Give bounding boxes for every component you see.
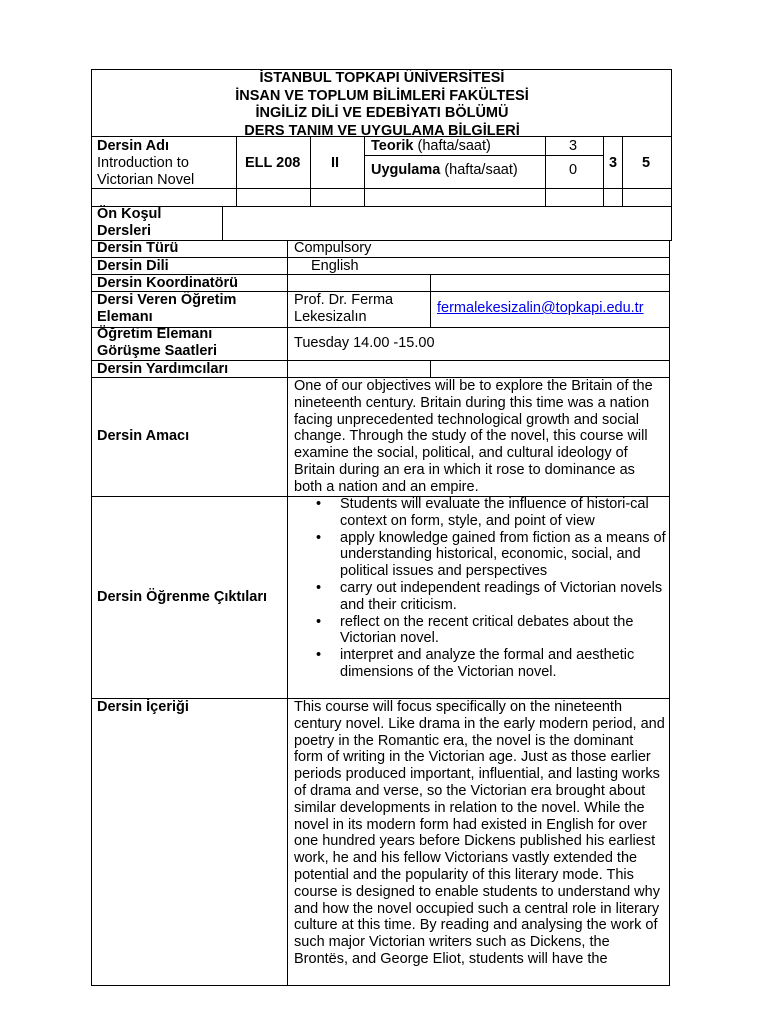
office-hours-label-line2: Görüşme Saatleri (97, 343, 218, 359)
content-label: Dersin İçeriği (97, 699, 189, 715)
outcome-item: • Students will evaluate the influence of histori-cal context on form, style, and point of view (316, 496, 649, 529)
instructor-email-link[interactable]: fermalekesizalin@topkapi.edu.tr (437, 300, 644, 316)
course-language-label: Dersin Dili (97, 258, 169, 274)
bullet-icon: • (316, 613, 322, 630)
ects-credit: 5 (642, 155, 651, 171)
practice-value: 0 (569, 162, 578, 178)
outcome-item: • carry out independent readings of Victorian novels and their criticism. (316, 579, 663, 613)
assistants-label: Dersin Yardımcıları (97, 361, 229, 377)
document-title: DERS TANIM VE UYGULAMA BİLGİLERİ (244, 122, 520, 139)
instructor-label-line1: Dersi Veren Öğretim (97, 292, 237, 308)
faculty-name: İNSAN VE TOPLUM BİLİMLERİ FAKÜLTESİ (235, 87, 529, 104)
outcomes-label: Dersin Öğrenme Çıktıları (97, 589, 268, 605)
outcome-item: • apply knowledge gained from fiction as a means of understanding historical, economic, social, and political issues and perspectives (316, 529, 666, 580)
course-type-value: Compulsory (294, 240, 372, 256)
bullet-icon: • (316, 529, 322, 546)
department-name: İNGİLİZ DİLİ VE EDEBİYATI BÖLÜMÜ (255, 105, 509, 121)
course-language-value: English (311, 258, 359, 274)
course-name-line1: Introduction to (97, 155, 189, 171)
university-name: İSTANBUL TOPKAPI ÜNİVERSİTESİ (259, 70, 505, 86)
outcomes-list (296, 496, 668, 681)
course-semester: II (331, 155, 340, 171)
practice-hours: Uygulama (hafta/saat) (371, 162, 518, 178)
theory-value: 3 (569, 138, 578, 154)
prereq-label-line2: Dersleri (97, 223, 152, 239)
outcome-item: • interpret and analyze the formal and aesthetic dimensions of the Victorian novel. (316, 647, 635, 680)
instructor-name-line2: Lekesizalın (294, 309, 367, 325)
instructor-name-line1: Prof. Dr. Ferma (294, 292, 394, 308)
instructor-label-line2: Elemanı (97, 309, 153, 325)
office-hours-value: Tuesday 14.00 -15.00 (294, 335, 435, 351)
bullet-icon: • (316, 579, 322, 596)
prereq-label-line1: Ön Koşul (97, 206, 162, 222)
course-code: ELL 208 (245, 155, 301, 171)
course-type-label: Dersin Türü (97, 240, 179, 256)
aim-text: One of our objectives will be to explore the Britain of the nineteenth century. Britain during this time was a nation facing unprecedented technological growth and social change. Through the study of the novel, this course will examine the social, political, and cultural ideology of Britain during an era in which it rose to dominance as both a nation and an empire. (294, 378, 653, 495)
course-name-label: Dersin Adı (97, 138, 169, 154)
bullet-icon: • (316, 496, 322, 512)
theory-hours: Teorik (hafta/saat) (371, 138, 491, 154)
coordinator-label: Dersin Koordinatörü (97, 275, 238, 291)
bullet-icon: • (316, 647, 322, 664)
aim-label: Dersin Amacı (97, 428, 190, 444)
content-text: This course will focus specifically on the nineteenth century novel. Like drama in the early modern period, and poetry in the Romantic era, the novel is the dominant form of writing in the Victorian age. Just as those earlier periods produced important, influential, and lasting works of drama and verse, so the Victorian era brought about similar developments in relation to the novel. While the novel in its modern form had existed in English for over one hundred years before Dickens published his earliest work, he and his fellow Victorians vastly extended the potential and the popularity of this literary mode. This course is designed to enable students to understand why and how the novel occupied such a central role in literary culture at this time. By reading and analysing the work of such major Victorian writers such as Dickens, the Brontës, and George Eliot, students will have the (294, 699, 665, 967)
document-header (92, 70, 672, 140)
total-credit: 3 (609, 155, 618, 171)
office-hours-label-line1: Öğretim Elemanı (97, 326, 213, 342)
outcome-item: • reflect on the recent critical debates about the Victorian novel. (316, 613, 634, 647)
prereq-row (91, 206, 672, 241)
course-name-line2: Victorian Novel (97, 172, 195, 188)
